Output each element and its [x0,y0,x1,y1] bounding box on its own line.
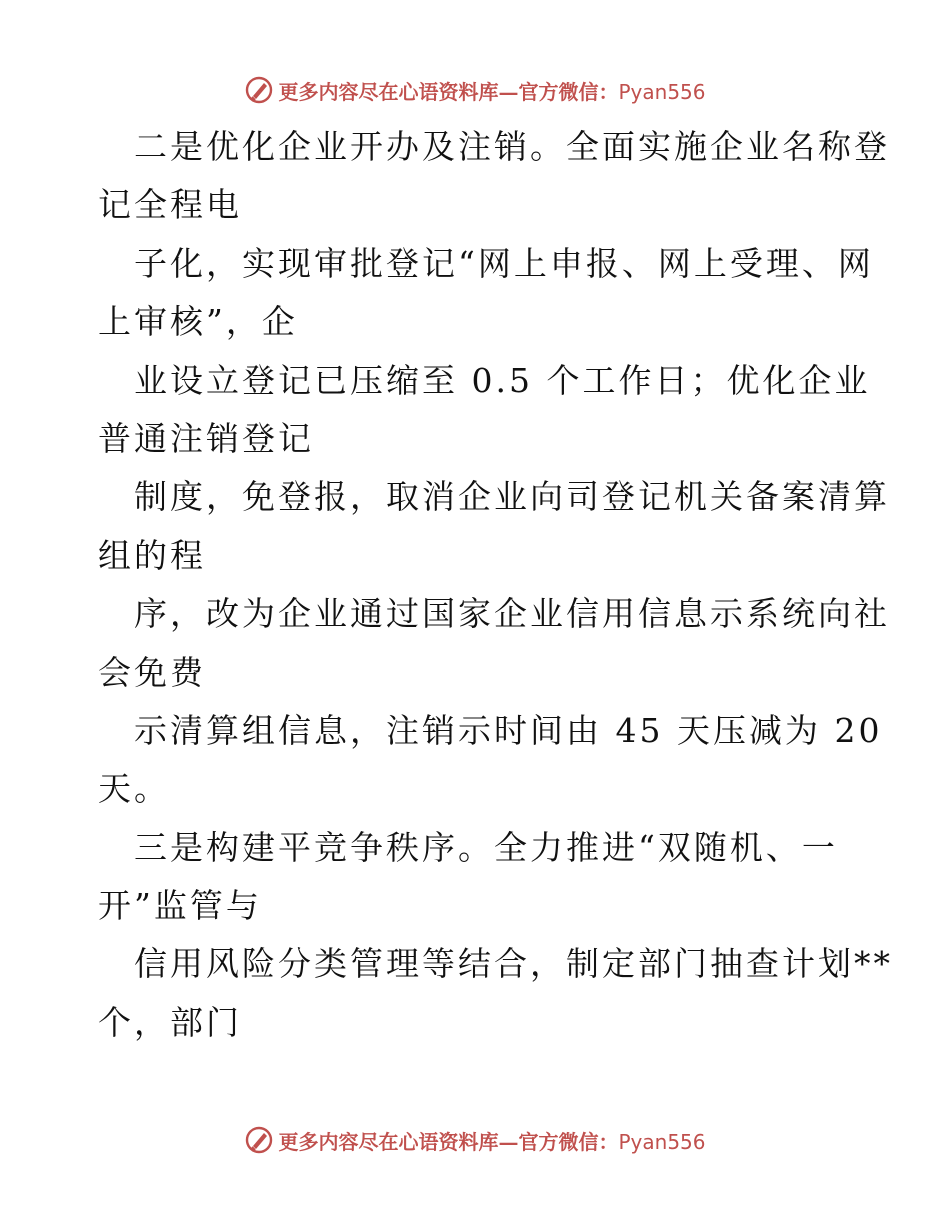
text-line: 子化，实现审批登记“网上申报、网上受理、网 [134,243,874,283]
text-line: 个，部门 [98,1002,242,1042]
text-line: 记全程电 [98,185,242,225]
footer-watermark-banner [0,1120,950,1160]
pen-seal-icon [244,75,274,105]
banner-text: 更多内容尽在心语资料库—官方微信：Pyan556 [278,79,706,104]
text-line: 业设立登记已压缩至 0.5 个工作日；优化企业 [134,360,871,400]
text-line: 天。 [98,769,170,809]
header-watermark-banner [0,70,950,110]
document-body [98,118,893,1052]
banner-text: 更多内容尽在心语资料库—官方微信：Pyan556 [278,1129,706,1154]
text-line: 开”监管与 [98,886,262,926]
text-line: 序，改为企业通过国家企业信用信息示系统向社 [134,594,890,634]
text-line: 信用风险分类管理等结合，制定部门抽查计划** [134,944,893,984]
text-line: 普通注销登记 [98,418,314,458]
text-line: 组的程 [98,535,206,575]
text-line: 会免费 [98,652,206,692]
text-line: 示清算组信息，注销示时间由 45 天压减为 20 [134,710,883,750]
text-line: 三是构建平竞争秩序。全力推进“双随机、一 [134,827,838,867]
text-line: 二是优化企业开办及注销。全面实施企业名称登 [134,127,890,166]
pen-seal-icon [244,1125,274,1155]
text-line: 上审核”，企 [98,302,298,342]
text-line: 制度，免登报，取消企业向司登记机关备案清算 [134,477,890,517]
